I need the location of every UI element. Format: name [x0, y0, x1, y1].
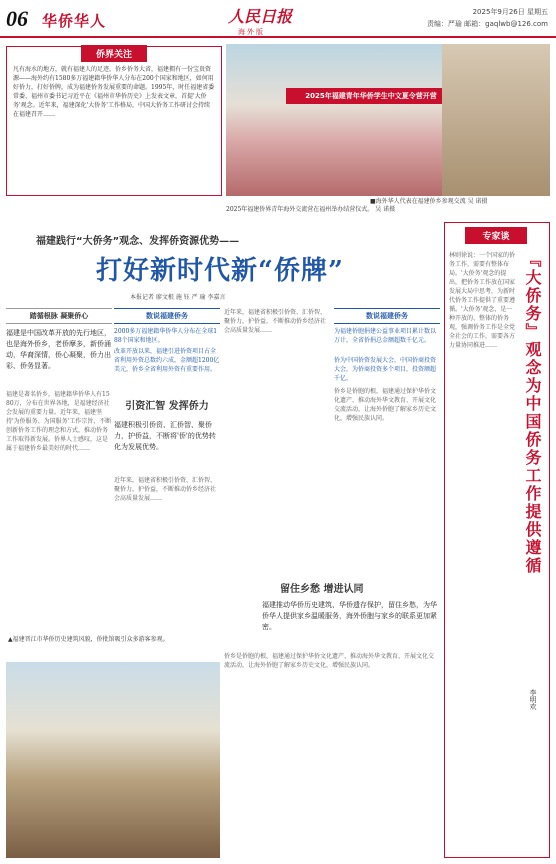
photo-group-campers: [226, 44, 550, 196]
column-1: [6, 308, 112, 672]
expert-author: 李明欢: [529, 689, 537, 710]
expert-box: [444, 222, 550, 858]
data-item-2: 改革开放以来，福建引进侨资项目占全省利用外资总数约六成，金额超1200亿美元，侨乡全省利用外资有重要作用。: [114, 348, 220, 373]
expert-tag: 专家谈: [465, 227, 527, 244]
body3-cont: 侨乡是侨胞的根，福建通过保护华侨文化遗产、推动海外华文教育、开展文化交流活动，让海外侨胞了解家乡历史文化，增强民族认同。: [334, 388, 437, 422]
expert-body: 林则徐说：一个国家的侨务工作，需要有整体布局。'大侨务'观念的提出，把侨务工作放在国家发展大局中思考，为新时代侨务工作提供了重要遵循。'大侨务'观念，是一种开放的、整体的侨务观，强调侨务工作是全党全社会的工作，需要各方力量协同推进……: [449, 252, 516, 349]
section1-lead: 福建是中国改革开放的先行地区，也是海外侨乡，老侨摩多，新侨涌动，华裔深情，侨心凝聚，侨力出彩、侨务显著。: [6, 329, 111, 370]
data-head-1: 数说福建侨务: [114, 308, 220, 324]
column-4: [334, 308, 440, 567]
body3: 侨乡是侨胞的根，福建通过保护华侨文化遗产、推动海外华文教育、开展文化交流活动，让海外侨胞了解家乡历史文化，增强民族认同。: [224, 653, 435, 669]
body2-cont: 近年来，福建省积极引侨资、汇侨智、聚侨力，护侨益，不断推动侨乡经济社会高质量发展……: [224, 309, 327, 334]
section3-lead: 福建推动华侨历史建筑、华侨遗存保护，留住乡愁，为华侨华人提供家乡温暖服务，海外侨胞与家乡的联系更加紧密。: [262, 601, 437, 631]
kicker: 福建践行“大侨务”观念、发挥侨资源优势——: [36, 236, 240, 247]
photo-banner: 2025年福建青年华侨学生中文夏令营开营: [286, 88, 456, 104]
sidebar-tag: 侨界关注: [81, 45, 147, 62]
photo2-caption: ■海外华人代表在福建侨乡参观交流 吴 诺摄: [370, 198, 488, 205]
section2-lead: 福建积极引侨资、汇侨智、聚侨力，护侨益，不断将'侨'的优势转化为发展优势。: [114, 421, 216, 451]
photo-heritage-building: [6, 662, 220, 858]
header-meta: 2025年9月26日 星期五 责编：严瑜 邮箱：gaqlwb@126.com: [426, 8, 548, 28]
data-item-1: 2000多万福建籍华侨华人分布在全球188个国家和地区。: [114, 328, 218, 344]
headline: 打好新时代新“侨牌”: [96, 256, 344, 286]
intro-text: 凡有海水的地方，就有福建人的足迹。侨乡侨务大省，福建拥有一份宝贵资源——海外约有1580多万福建籍华侨华人分布在200个国家和地区，如何用好侨力，打好侨牌，成为福建侨务发展重要的命题。1995年，时任福建省委常委、福州市委书记习近平在《福州市华侨历史》上发表文章，首提'大侨务'观念。近年来，福建深化'大侨务'工作格局，中国大侨务工作研讨会持续在福建召开……: [13, 66, 215, 118]
section-title: 华侨华人: [42, 12, 107, 30]
data-item-3: 为福建侨胞捐建公益事业项目累计数以万计，全省侨捐总金额超数千亿元。: [334, 328, 437, 344]
masthead-logo: 人民日报 海外版: [228, 7, 293, 36]
data-head-2: 数说福建侨务: [334, 308, 440, 324]
photo-inset: [442, 44, 550, 196]
page-number: 06: [6, 6, 28, 31]
page-header: [0, 0, 556, 38]
photo3-caption: ▲福建晋江市华侨历史建筑风貌，侨批馆吸引众多游客参观。: [8, 636, 169, 643]
column-2: [114, 308, 220, 626]
intro-box: [6, 46, 222, 196]
column-3: [224, 308, 330, 334]
section3-head: 留住乡愁 增进认同: [280, 584, 364, 595]
expert-title: 『大侨务』观念为中国侨务工作提供遵循: [523, 251, 542, 575]
data-item-4: 侨为中国侨资发展大会，中国侨商投资大会，为侨商投资多个项目，投资额超千亿。: [334, 357, 437, 382]
byline: 本报记者 廖文根 施 钰 严 瑜 李嘉言: [130, 294, 226, 301]
photo1-caption: 2025年福建侨界青年海外交流营在福州举办结营仪式。 吴 诺摄: [226, 206, 396, 213]
body1: 福建是著名侨乡，福建籍华侨华人有1580万，分布在世界各地，是福建经济社会发展的重要力量。近年来，福建坚持'为侨服务、为国服务'工作宗旨，不断创新侨务工作的理念和方式，推动侨务工作取得新发展。侨界人士感叹，这是属于福建侨乡最美好的时代……: [6, 391, 112, 452]
body2: 近年来，福建省积极引侨资、汇侨智、聚侨力，护侨益，不断推动侨乡经济社会高质量发展……: [114, 477, 217, 502]
section2-head: 引资汇智 发挥侨力: [125, 401, 209, 412]
section1-head: 踏循根脉 凝聚侨心: [6, 308, 112, 324]
